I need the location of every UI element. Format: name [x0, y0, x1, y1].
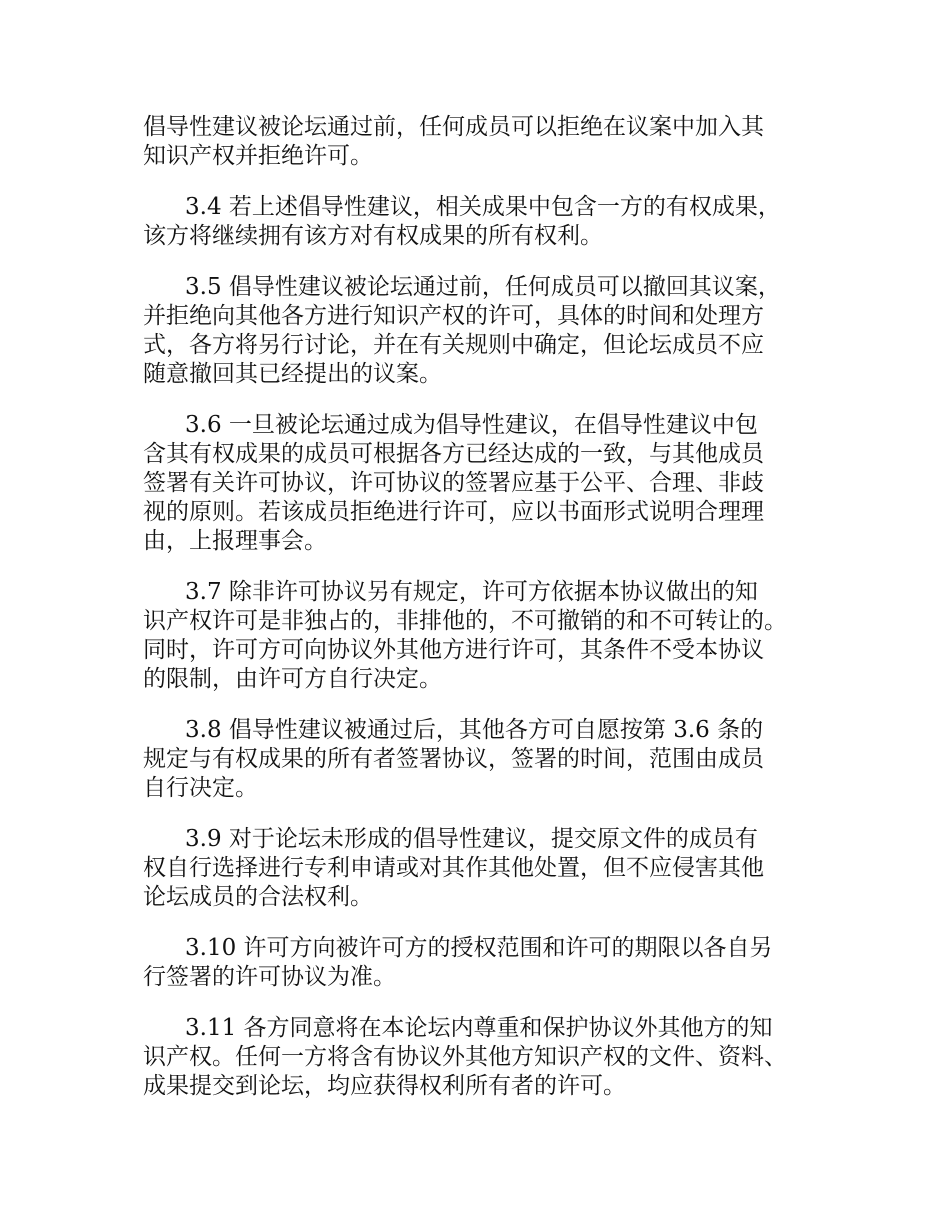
- paragraph: [143, 934, 843, 992]
- paragraph: [143, 1014, 843, 1101]
- paragraph: [143, 193, 843, 251]
- paragraph-line: 成果提交到论坛，均应获得权利所有者的许可。: [143, 1073, 626, 1099]
- paragraph-line: 知识产权并拒绝许可。: [143, 143, 373, 169]
- paragraph-line: 识产权许可是非独占的，非排他的，不可撤销的和不可转让的。: [143, 608, 787, 634]
- paragraph-line: 识产权。任何一方将含有协议外其他方知识产权的文件、资料、: [143, 1044, 787, 1070]
- paragraph-line: 3.11 各方同意将在本论坛内尊重和保护协议外其他方的知: [185, 1015, 773, 1041]
- paragraph-line: 规定与有权成果的所有者签署协议，签署的时间，范围由成员: [143, 746, 764, 772]
- paragraph-line: 倡导性建议被论坛通过前，任何成员可以拒绝在议案中加入其: [143, 114, 764, 140]
- paragraph-line: 含其有权成果的成员可根据各方已经达成的一致，与其他成员: [143, 441, 764, 467]
- paragraph-line: 行签署的许可协议为准。: [143, 964, 396, 990]
- paragraph: [143, 578, 843, 694]
- paragraph-line: 签署有关许可协议，许可协议的签署应基于公平、合理、非歧: [143, 470, 764, 496]
- paragraph-line: 3.7 除非许可协议另有规定，许可方依据本协议做出的知: [185, 579, 758, 605]
- paragraph-line: 自行决定。: [143, 775, 258, 801]
- paragraph-line: 3.8 倡导性建议被通过后，其他各方可自愿按第 3.6 条的: [185, 717, 764, 743]
- document-page: [143, 113, 843, 1123]
- paragraph-line: 随意撤回其已经提出的议案。: [143, 361, 442, 387]
- paragraph-line: 3.9 对于论坛未形成的倡导性建议，提交原文件的成员有: [185, 826, 758, 852]
- paragraph-line: 3.10 许可方向被许可方的授权范围和许可的期限以各自另: [185, 935, 773, 961]
- paragraph-line: 论坛成员的合法权利。: [143, 884, 373, 910]
- paragraph-line: 3.4 若上述倡导性建议，相关成果中包含一方的有权成果，: [185, 194, 781, 220]
- paragraph: [143, 411, 843, 556]
- paragraph-line: 视的原则。若该成员拒绝进行许可，应以书面形式说明合理理: [143, 499, 764, 525]
- paragraph-line: 的限制，由许可方自行决定。: [143, 666, 442, 692]
- paragraph: [143, 716, 843, 803]
- paragraph-line: 并拒绝向其他各方进行知识产权的许可，具体的时间和处理方: [143, 303, 764, 329]
- paragraph-line: 式，各方将另行讨论，并在有关规则中确定，但论坛成员不应: [143, 332, 764, 358]
- paragraph: [143, 113, 843, 171]
- paragraph: [143, 273, 843, 389]
- paragraph-line: 由，上报理事会。: [143, 528, 327, 554]
- paragraph-line: 3.5 倡导性建议被论坛通过前，任何成员可以撤回其议案，: [185, 274, 781, 300]
- paragraph-line: 同时，许可方可向协议外其他方进行许可，其条件不受本协议: [143, 637, 764, 663]
- paragraph-line: 该方将继续拥有该方对有权成果的所有权利。: [143, 223, 603, 249]
- paragraph-line: 3.6 一旦被论坛通过成为倡导性建议，在倡导性建议中包: [185, 412, 758, 438]
- paragraph: [143, 825, 843, 912]
- paragraph-line: 权自行选择进行专利申请或对其作其他处置，但不应侵害其他: [143, 855, 764, 881]
